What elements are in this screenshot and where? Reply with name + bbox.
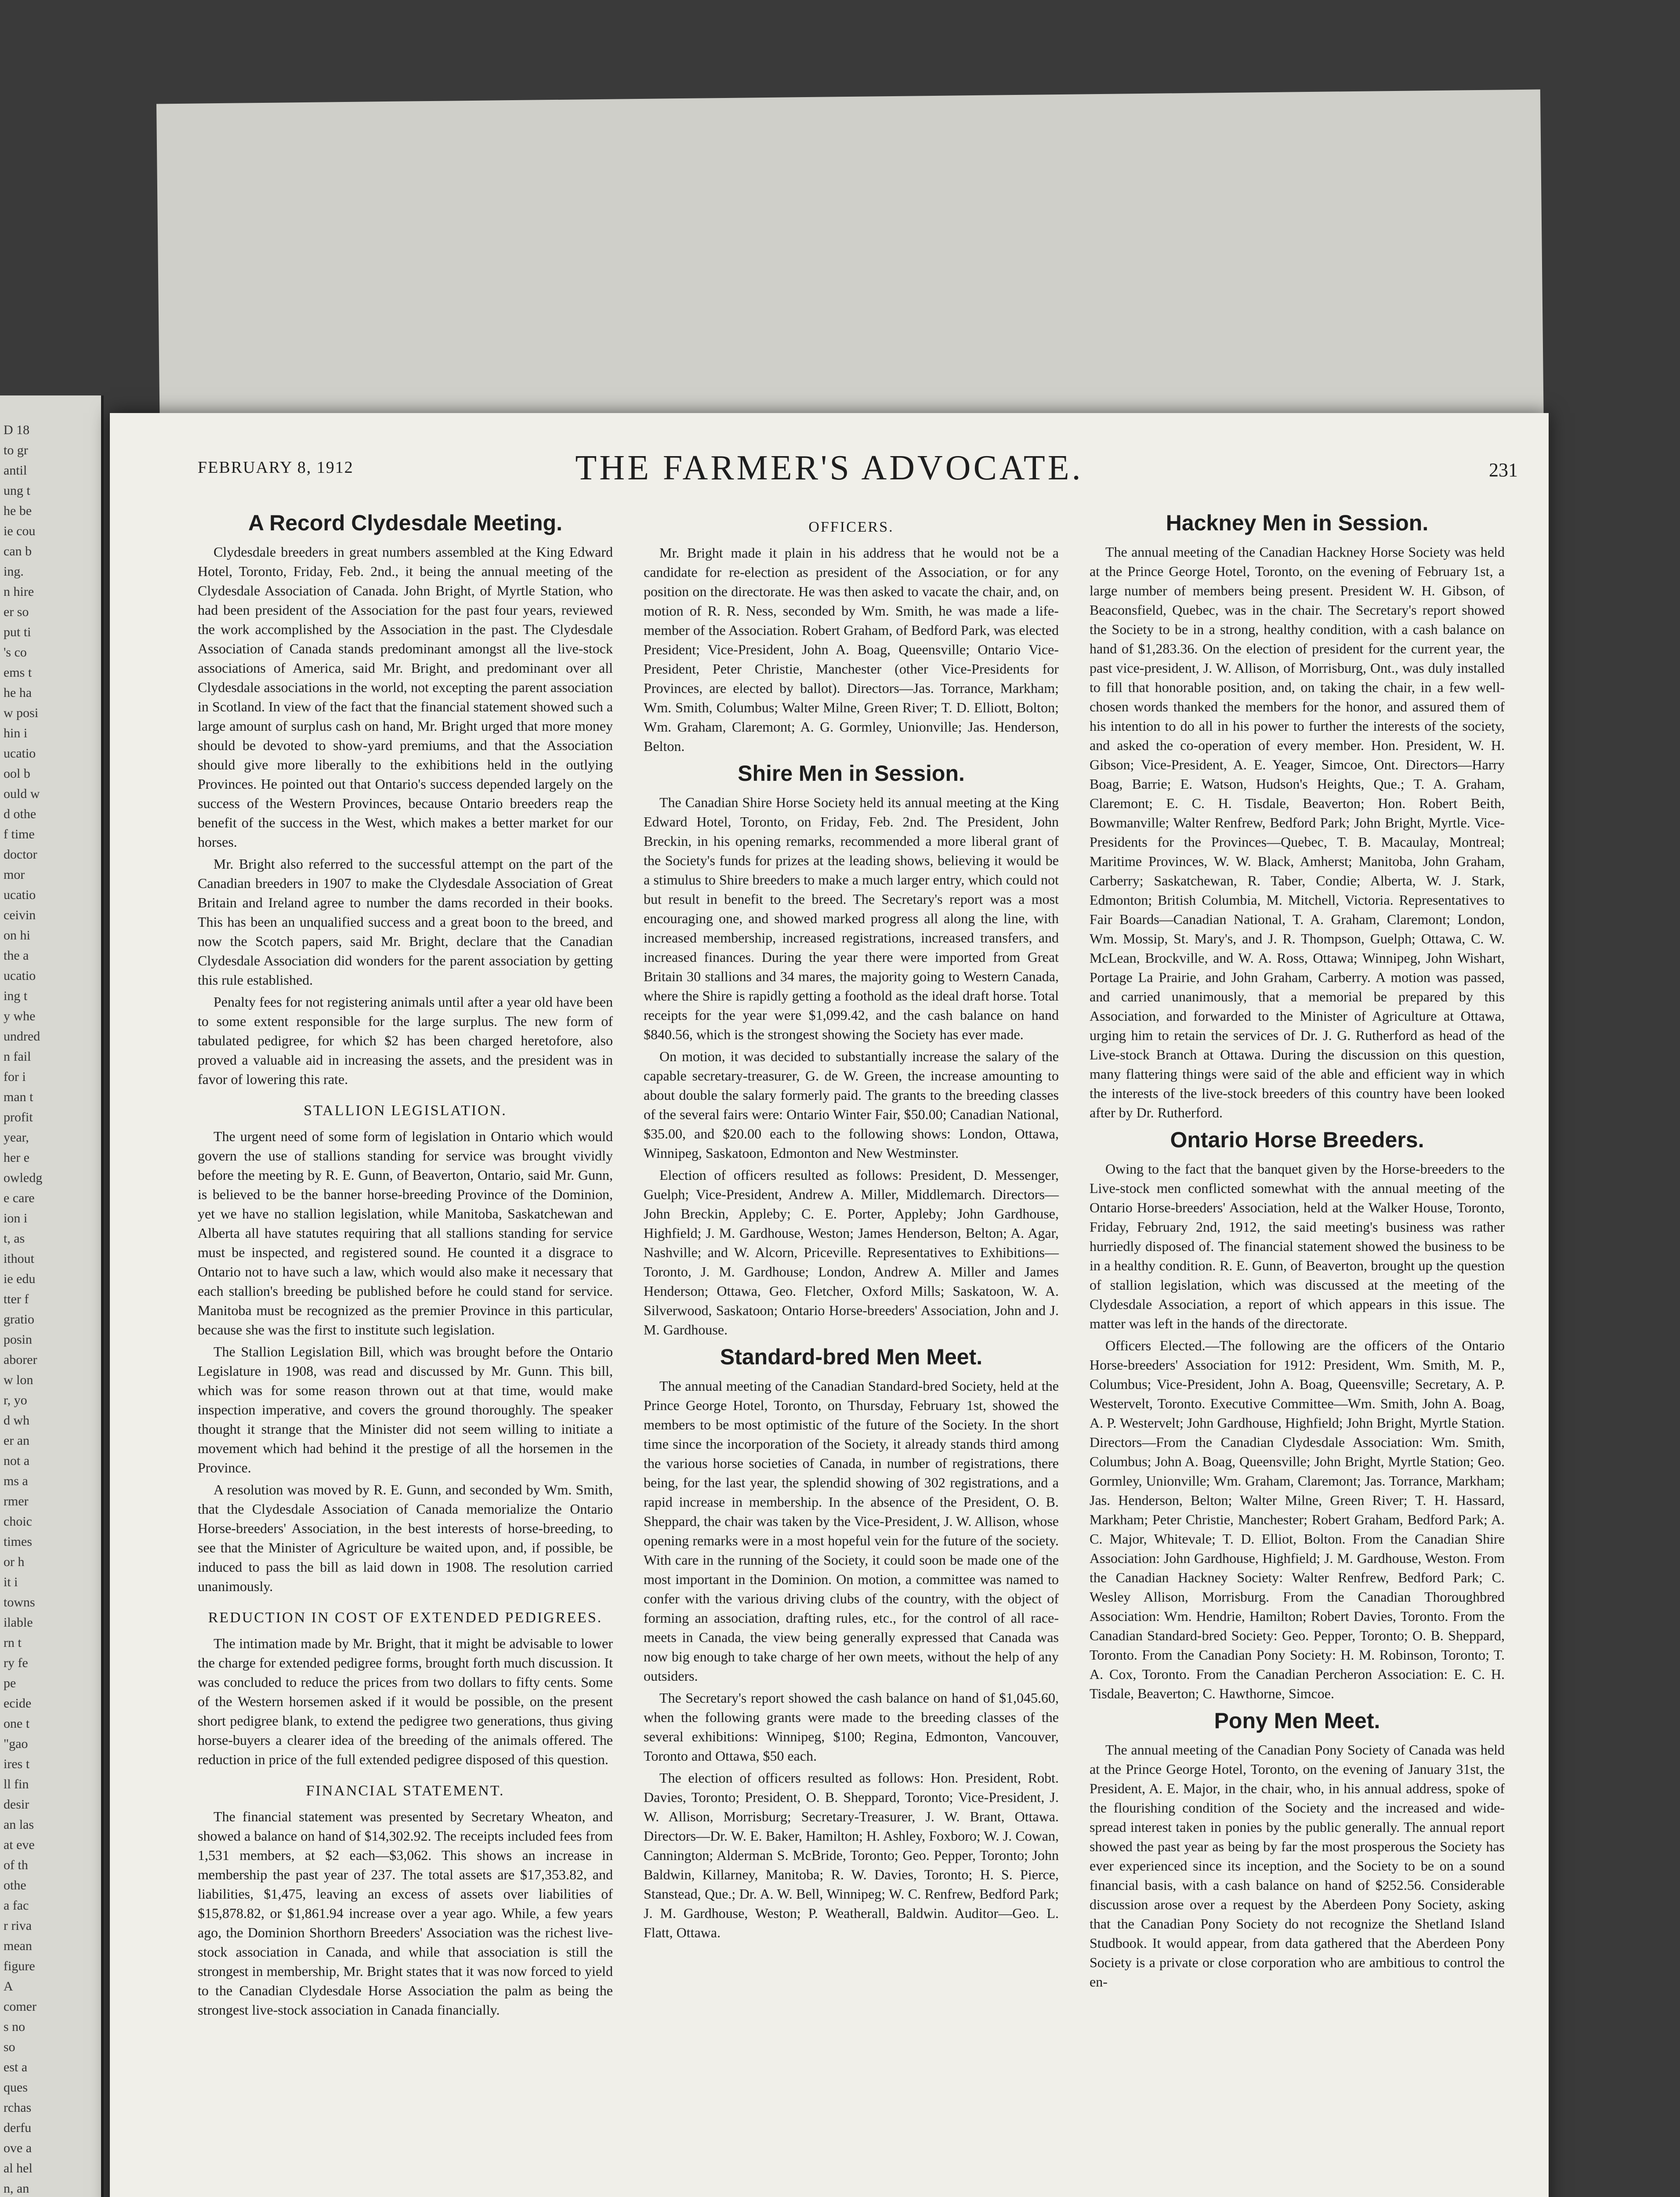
prev-page-fragment: doctor [4, 847, 37, 862]
prev-page-fragment: the a [4, 948, 29, 963]
newspaper-page [110, 413, 1549, 2197]
prev-page-fragment: rmer [4, 1494, 29, 1508]
prev-page-fragment: ion i [4, 1211, 28, 1225]
prev-page-fragment: rn t [4, 1635, 22, 1650]
prev-page-fragment: derfu [4, 2121, 32, 2135]
prev-page-fragment: profit [4, 1110, 33, 1124]
prev-page-fragment: ques [4, 2080, 28, 2095]
prev-page-fragment: al hel [4, 2161, 33, 2175]
prev-page-fragment: ing. [4, 564, 24, 579]
paragraph: The Canadian Shire Horse Society held its annual meeting at the King Edward Hotel, Toronto, on Friday, Feb. 2nd. The President, John Breckin, in his opening remarks, recommended a more liberal grant of the Society's funds for prizes at the leading shows, believing it would be a stimulus to Shire breeders to make a much larger entry, which could not but result in benefit to the breed. The Secretary's report was a most encouraging one, and showed marked progress all along the line, with increased membership, increased registrations, increased transfers, and increased finances. During the year there were imported from Great Britain 30 stallions and 34 mares, the majority going to Western Canada, where the Shire is rapidly getting a foothold as the ideal draft horse. Total receipts for the year were $1,099.42, and the cash balance on hand $840.56, which is the strongest showing the Society has ever made. [644, 794, 1059, 1042]
paragraph: Penalty fees for not registering animals until after a year old have been to some extent responsible for the large surplus. The new form of tabulated pedigree, for which $2 has been charged heretofore, also proved a valuable aid in increasing the assets, and the president was in favor of lowering this rate. [198, 994, 613, 1087]
prev-page-fragment: ool b [4, 766, 30, 781]
prev-page-fragment: er so [4, 605, 29, 619]
prev-page-fragment: it i [4, 1575, 18, 1589]
prev-page-fragment: man t [4, 1090, 33, 1104]
prev-page-fragment: ires t [4, 1757, 30, 1771]
paragraph: Officers Elected.—The following are the officers of the Ontario Horse-breeders' Association for 1912: President, Wm. Smith, M. P., Columbus; Vice-President, John A. Boag, Queensville; Secretary, A. P. Westervelt, Toronto. Executive Committee—Wm. Smith, John A. Boag, A. P. Westervelt; John Gardhouse, Highfield; John Bright, Myrtle Station. Directors—From the Canadian Clydesdale Association: Wm. Smith, Columbus; John A. Boag, Queensville; John Bright, Myrtle Station; Geo. Gormley, Unionville; Wm. Graham, Claremont; Jas. Torrance, Markham; Jas. Henderson, Belton; Walter Milne, Green River; T. H. Hassard, Markham; Peter Christie, Manchester; Robert Graham, Bedford Park; A. C. Major, Whitevale; T. D. Elliot, Bolton. From the Canadian Shire Association: John Gardhouse, Highfield; J. M. Gardhouse, Weston. From the Canadian Hackney Society: Walter Renfrew, Bedford Park; C. Wesley Allison, Morrisburg. From the Canadian Thoroughbred Association: Wm. Hendrie, Hamilton; Robert Davies, Toronto. From the Canadian Standard-bred Society: Geo. Pepper, Toronto; O. B. Sheppard, Toronto. From the Canadian Pony Society: H. M. Robinson, Toronto; T. A. Cox, Toronto. From the Canadian Percheron Association: E. C. H. Tisdale, Beaverton; C. Hawthorne, Simcoe. [1090, 1338, 1505, 1701]
paragraph: Owing to the fact that the banquet given by the Horse-breeders to the Live-stock men conflicted somewhat with the annual meeting of the Ontario Horse-breeders' Association, held at the Walker House, Toronto, Friday, February 2nd, 1912, the said meeting's business was rather hurriedly disposed of. The financial statement showed the business to be in a healthy condition. R. E. Gunn, of Beaverton, brought up the question of stallion legislation, which was discussed at the meeting of the Clydesdale Association, a report of which appears in this issue. The matter was left in the hands of the directorate. [1090, 1161, 1505, 1331]
prev-page-fragment: ucatio [4, 888, 36, 902]
issue-date: FEBRUARY 8, 1912 [198, 458, 354, 477]
prev-page-fragment: d wh [4, 1413, 30, 1428]
prev-page-fragment: ilable [4, 1615, 33, 1630]
prev-page-fragment: undred [4, 1029, 40, 1044]
prev-page-fragment: not a [4, 1454, 30, 1468]
prev-page-fragment: towns [4, 1595, 35, 1610]
article-title-pony: Pony Men Meet. [1214, 1708, 1380, 1733]
prev-page-fragment: a fac [4, 1898, 29, 1913]
prev-page-fragment: he ha [4, 685, 32, 700]
prev-page-fragment: desir [4, 1797, 29, 1812]
paragraph: The financial statement was presented by Secretary Wheaton, and showed a balance on hand of $14,302.92. The receipts included fees from 1,531 members, at $2 each—$3,062. This shows an increase in membership the past year of 237. The total assets are $17,353.82, and liabilities, $1,475, leaving an excess of assets over liabilities of $15,878.82, or $1,861.94 increase over a year ago. While, a few years ago, the Dominion Shorthorn Breeders' Association was the richest live-stock association in Canada, and while that association is still the strongest in membership, Mr. Bright states that it was now forced to yield to the Canadian Clydesdale Horse Association the palm as being the strongest live-stock association in Canada financially. [198, 1809, 613, 2018]
underlying-sheet [156, 90, 1544, 447]
paragraph: Mr. Bright also referred to the successful attempt on the part of the Canadian breeders in 1907 to make the Clydesdale Association of Great Britain and Ireland agree to number the dams recorded in their books. This has been an unqualified success and a great boon to the breed, and now the Scotch papers, said Mr. Bright, declare that the Canadian Clydesdale Association did wonders for the parent association by getting this rule established. [198, 856, 613, 988]
paragraph: Clydesdale breeders in great numbers assembled at the King Edward Hotel, Toronto, Friday, Feb. 2nd., it being the annual meeting of the Clydesdale Association of Canada. John Bright, of Myrtle Station, who had been president of the Association for the past four years, reviewed the work accomplished by the Association in the past. The Clydesdale Association of Canada stands predominant amongst all the live-stock associations of America, said Mr. Bright, and predominant over all Clydesdale associations in the world, not excepting the parent association in Scotland. In view of the fact that the financial statement showed such a large amount of surplus cash on hand, Mr. Bright urged that more money should be devoted to show-yard premiums, and that the Association should give more liberally to the exhibitions held in the outlying Provinces. He pointed out that Ontario's success depended largely on the success of the Western Provinces, because Ontario breeders reap the benefit of the success in the West, which makes a better market for our horses. [198, 544, 613, 850]
prev-page-fragment: figure [4, 1959, 35, 1973]
prev-page-fragment: n, an [4, 2181, 29, 2196]
paragraph: The Stallion Legislation Bill, which was brought before the Ontario Legislature in 1908, was read and discussed by Mr. Gunn. This bill, which was for some reason thrown out at that time, would make inspection imperative, and covers the ground thoroughly. The speaker thought it strange that the Minister did not seem willing to initiate a movement which had behind it the prestige of all the horsemen in the Province. [198, 1344, 613, 1476]
column-2 [644, 505, 1059, 1945]
prev-page-fragment: hin i [4, 726, 28, 740]
prev-page-fragment: so [4, 2040, 15, 2054]
prev-page-fragment: can b [4, 544, 32, 558]
prev-page-fragment: er an [4, 1433, 30, 1448]
prev-page-fragment: of th [4, 1858, 28, 1872]
prev-page-fragment: or h [4, 1555, 25, 1569]
paragraph: The Secretary's report showed the cash balance on hand of $1,045.60, when the following grants were made to the breeding classes of the several exhibitions: Winnipeg, $100; Regina, Edmonton, Vancouver, Toronto and Ottawa, $50 each. [644, 1690, 1059, 1764]
prev-page-fragment: est a [4, 2060, 28, 2074]
prev-page-fragment: ould w [4, 787, 40, 801]
prev-page-fragment: ithout [4, 1251, 35, 1266]
prev-page-fragment: ms a [4, 1474, 28, 1488]
article-title-hackney: Hackney Men in Session. [1166, 511, 1429, 535]
prev-page-fragment: ll fin [4, 1777, 29, 1791]
prev-page-fragment: rchas [4, 2100, 32, 2115]
prev-page-fragment: mean [4, 1939, 32, 1953]
prev-page-fragment: w lon [4, 1373, 33, 1387]
prev-page-fragment: D 18 [4, 423, 30, 437]
prev-page-fragment: ry fe [4, 1656, 28, 1670]
prev-page-fragment: ecide [4, 1696, 32, 1711]
prev-page-fragment: one t [4, 1716, 30, 1731]
prev-page-fragment: ung t [4, 483, 30, 498]
prev-page-fragment: to gr [4, 443, 28, 457]
column-1 [198, 505, 613, 2022]
prev-page-fragment: r, yo [4, 1393, 27, 1407]
paragraph: On motion, it was decided to substantially increase the salary of the capable secretary-treasurer, G. de W. Green, the increase amounting to about double the salary formerly paid. The grants to the breeding classes of the several fairs were: Ontario Winter Fair, $50.00; Canadian National, $35.00, and $20.00 each to the following shows: London, Ottawa, Winnipeg, Saskatoon, Edmonton and New Westminster. [644, 1048, 1059, 1161]
previous-page-edge [0, 395, 104, 2197]
prev-page-fragment: pe [4, 1676, 16, 1690]
subheading: STALLION LEGISLATION. [304, 1102, 507, 1119]
prev-page-fragment: s no [4, 2019, 25, 2034]
prev-page-fragment: gratio [4, 1312, 34, 1327]
prev-page-fragment: put ti [4, 625, 31, 639]
paragraph: A resolution was moved by R. E. Gunn, and seconded by Wm. Smith, that the Clydesdale Association of Canada memorialize the Ontario Horse-breeders' Association, in the best interests of horse-breeding, to see that the Minister of Agriculture be waited upon, and, if possible, be induced to pass the bill as laid down in 1908. The resolution carried unanimously. [198, 1482, 613, 1594]
article-title-clydesdale: A Record Clydesdale Meeting. [248, 511, 562, 535]
prev-page-fragment: e care [4, 1191, 35, 1205]
prev-page-fragment: for i [4, 1069, 26, 1084]
prev-page-fragment: "gao [4, 1737, 28, 1751]
prev-page-fragment: y whe [4, 1009, 36, 1023]
prev-page-fragment: n hire [4, 584, 34, 599]
prev-page-fragment: aborer [4, 1352, 37, 1367]
prev-page-fragment: ems t [4, 665, 32, 680]
paragraph: The intimation made by Mr. Bright, that it might be advisable to lower the charge for extended pedigree forms, brought forth much discussion. It was concluded to reduce the prices from two dollars to fifty cents. Some of the Western horsemen asked if it would be possible, on the present short pedigree blank, to extend the pedigree two generations, thus giving horse-buyers a clearer idea of the breeding of the animals offered. The reduction in price of the full extended pedigree disposed of this question. [198, 1635, 613, 1767]
prev-page-fragment: antil [4, 463, 27, 478]
prev-page-fragment: her e [4, 1150, 30, 1165]
paragraph: Mr. Bright made it plain in his address that he would not be a candidate for re-election as president of the Association, or for any position on the directorate. He was then asked to vacate the chair, and, on motion of R. R. Ness, seconded by Wm. Smith, he was made a life-member of the Association. Robert Graham, of Bedford Park, was elected President; Vice-President, John A. Boag, Queensville; Ontario Vice-President, Peter Christie, Manchester (other Vice-Presidents for Provinces, are elected by ballot). Directors—Jas. Torrance, Markham; Wm. Smith, Columbus; Walter Milne, Green River; T. D. Elliott, Bolton; Wm. Graham, Claremont; A. G. Gormley, Unionville; Jas. Henderson, Belton. [644, 545, 1059, 754]
prev-page-fragment: A [4, 1979, 13, 1994]
article-title-standardbred: Standard-bred Men Meet. [720, 1345, 983, 1369]
prev-page-fragment: ucatio [4, 746, 36, 761]
prev-page-fragment: othe [4, 1878, 26, 1892]
prev-page-fragment: choic [4, 1514, 32, 1529]
prev-page-fragment: posin [4, 1332, 33, 1347]
prev-page-fragment: he be [4, 504, 32, 518]
prev-page-fragment: f time [4, 827, 35, 841]
prev-page-fragment: r riva [4, 1918, 32, 1933]
paragraph: The urgent need of some form of legislation in Ontario which would govern the use of stallions standing for service was brought vividly before the meeting by R. E. Gunn, of Beaverton, Ontario, said Mr. Gunn, is believed to be the banner horse-breeding Province of the Dominion, yet we have no stallion legislation, while Manitoba, Saskatchewan and Alberta all have statutes requiring that all stallions standing for service must be inspected, and registered sound. He counted it a disgrace to Ontario not to have such a law, which would also make it necessary that each stallion's breeding be published before he could stand for service. Manitoba must be recognized as the premier Province in this particular, because she was the first to institute such legislation. [198, 1128, 613, 1338]
prev-page-fragment: year, [4, 1130, 29, 1145]
prev-page-fragment: tter f [4, 1292, 29, 1306]
subheading: FINANCIAL STATEMENT. [306, 1783, 505, 1799]
subheading: OFFICERS. [808, 519, 894, 535]
prev-page-fragment: ing t [4, 989, 28, 1003]
prev-page-fragment: ie cou [4, 524, 36, 538]
subheading: REDUCTION IN COST OF EXTENDED PEDIGREES. [208, 1610, 603, 1626]
column-3 [1090, 505, 1505, 1994]
prev-page-fragment: at eve [4, 1838, 35, 1852]
prev-page-fragment: an las [4, 1817, 34, 1832]
prev-page-fragment: owledg [4, 1171, 43, 1185]
paragraph: The annual meeting of the Canadian Pony Society of Canada was held at the Prince George Hotel, Toronto, on the evening of January 31st, the President, A. E. Major, in the chair, who, in his annual address, spoke of the flourishing condition of the Society and the increased and wide-spread interest taken in ponies by the public generally. The annual report showed the past year as being by far the most prosperous the Society has ever experienced since its inception, and the Society to be on a sound financial basis, with a cash balance on hand of $252.56. Considerable discussion arose over a request by the Aberdeen Pony Society, asking that the Canadian Pony Society do not recognize the Shetland Island Studbook. It would appear, from data gathered that the Aberdeen Pony Society is a private or close corporation who are ambitious to control the en- [1090, 1742, 1505, 1990]
prev-page-fragment: t, as [4, 1231, 25, 1246]
prev-page-fragment: comer [4, 1999, 36, 2014]
prev-page-fragment: ove a [4, 2141, 32, 2155]
paragraph: Election of officers resulted as follows: President, D. Messenger, Guelph; Vice-President, Andrew A. Miller, Middlemarch. Directors—John Breckin, Appleby; C. E. Porter, Appleby; John Gardhouse, Highfield; J. M. Gardhouse, Weston; James Henderson, Belton; A. Agar, Nashville; and W. Alcorn, Priceville. Representatives to Exhibitions—Toronto, J. M. Gardhouse; London, Andrew A. Miller and James Henderson; Ottawa, Geo. Fletcher, Oxford Mills; Saskatoon, W. A. Silverwood, Saskatoon; Ontario Horse-breeders' Association, John and J. M. Gardhouse. [644, 1167, 1059, 1338]
prev-page-fragment: w posi [4, 706, 39, 720]
prev-page-fragment: times [4, 1534, 32, 1549]
paragraph: The annual meeting of the Canadian Hackney Horse Society was held at the Prince George Hotel, Toronto, on the evening of February 1st, a large number of members being present. President W. H. Gibson, of Beaconsfield, Quebec, was in the chair. The Secretary's report showed the Society to be in a strong, healthy condition, with a cash balance on hand of $1,283.36. On the election of president for the current year, the past vice-president, J. W. Allison, of Morrisburg, Ont., was duly installed to fill that honorable position, and, on taking the chair, in a few well-chosen words thanked the members for the honor, and assured them of his intention to do all in his power to further the interests of the society, and asked the co-operation of every member. Hon. President, W. H. Gibson; Vice-President, A. E. Yeager, Simcoe, Ont. Directors—Harry Boag, Barrie; E. Watson, Hudson's Heights, Que.; T. A. Graham, Claremont; E. C. H. Tisdale, Beaverton; Hon. Robert Beith, Bowmanville; Walter Renfrew, Bedford Park; John Bright, Myrtle. Vice-Presidents for the Provinces—Quebec, T. B. Macaulay, Montreal; Maritime Provinces, W. W. Black, Amherst; Manitoba, John Graham, Carberry; Saskatchewan, R. Taber, Condie; Alberta, W. J. Stark, Edmonton; British Columbia, M. Mitchell, Victoria. Representatives to Fair Boards—Canadian National, T. A. Graham, Claremont; London, Wm. Mossip, St. Mary's, and J. R. Thompson, Guelph; Ottawa, C. W. McLean, Brockville, and W. A. Ross, Ottawa; Winnipeg, John Wishart, Portage La Prairie, and John Graham, Carberry. A motion was passed, and carried unanimously, that a memorial be prepared by this Association, and forwarded to the Minister of Agriculture at Ottawa, urging him to retain the services of Dr. J. G. Rutherford as head of the Live-stock Branch at Ottawa. During the discussion on this question, many flattering things were said of the able and efficient way in which the interests of the live-stock breeders of this country have been looked after by Dr. Rutherford. [1090, 544, 1505, 1120]
page-header [110, 448, 1549, 497]
prev-page-fragment: n fail [4, 1049, 31, 1064]
prev-page-fragment: 's co [4, 645, 27, 660]
article-title-ontario: Ontario Horse Breeders. [1170, 1128, 1424, 1152]
prev-page-fragment: ie edu [4, 1272, 36, 1286]
prev-page-fragment: on hi [4, 928, 30, 943]
article-title-shire: Shire Men in Session. [738, 761, 965, 786]
masthead-title: THE FARMER'S ADVOCATE. [575, 449, 1083, 487]
paragraph: The annual meeting of the Canadian Standard-bred Society, held at the Prince George Hotel, Toronto, on Thursday, February 1st, showed the members to be most optimistic of the future of the Society. In the short time since the incorporation of the Society, it already stands third among the various horse societies of Canada, in number of registrations, there being, for the last year, the splendid showing of 302 registrations, and a rapid increase in membership. In the absence of the President, O. B. Sheppard, the chair was taken by the Vice-President, J. W. Allison, whose opening remarks were in a most hopeful vein for the future of the society. With care in the running of the Society, it could soon be made one of the most important in the Dominion. On motion, a committee was named to confer with the various driving clubs of the country, with the object of forming an association, drafting rules, etc., for the control of all race-meets in Canada, the view being generally expressed that Canada was now big enough to take charge of her own meets, without the help of any outsiders. [644, 1378, 1059, 1684]
prev-page-fragment: d othe [4, 807, 36, 821]
paragraph: The election of officers resulted as follows: Hon. President, Robt. Davies, Toronto; President, O. B. Sheppard, Toronto; Vice-President, J. W. Allison, Morrisburg; Secretary-Treasurer, J. W. Brant, Ottawa. Directors—Dr. W. E. Baker, Hamilton; H. Ashley, Foxboro; W. J. Cowan, Cannington; Alderman S. McBride, Toronto; Geo. Pepper, Toronto; John Baldwin, Killarney, Manitoba; R. W. Davies, Toronto; H. S. Pierce, Stanstead, Que.; Dr. A. W. Bell, Winnipeg; W. C. Renfrew, Bedford Park; J. M. Gardhouse, Weston; P. Weatherall, Baldwin. Auditor—Geo. L. Flatt, Ottawa. [644, 1770, 1059, 1940]
prev-page-fragment: ucatio [4, 968, 36, 983]
page-number: 231 [1489, 459, 1518, 481]
prev-page-fragment: mor [4, 867, 25, 882]
prev-page-fragment: ceivin [4, 908, 36, 922]
